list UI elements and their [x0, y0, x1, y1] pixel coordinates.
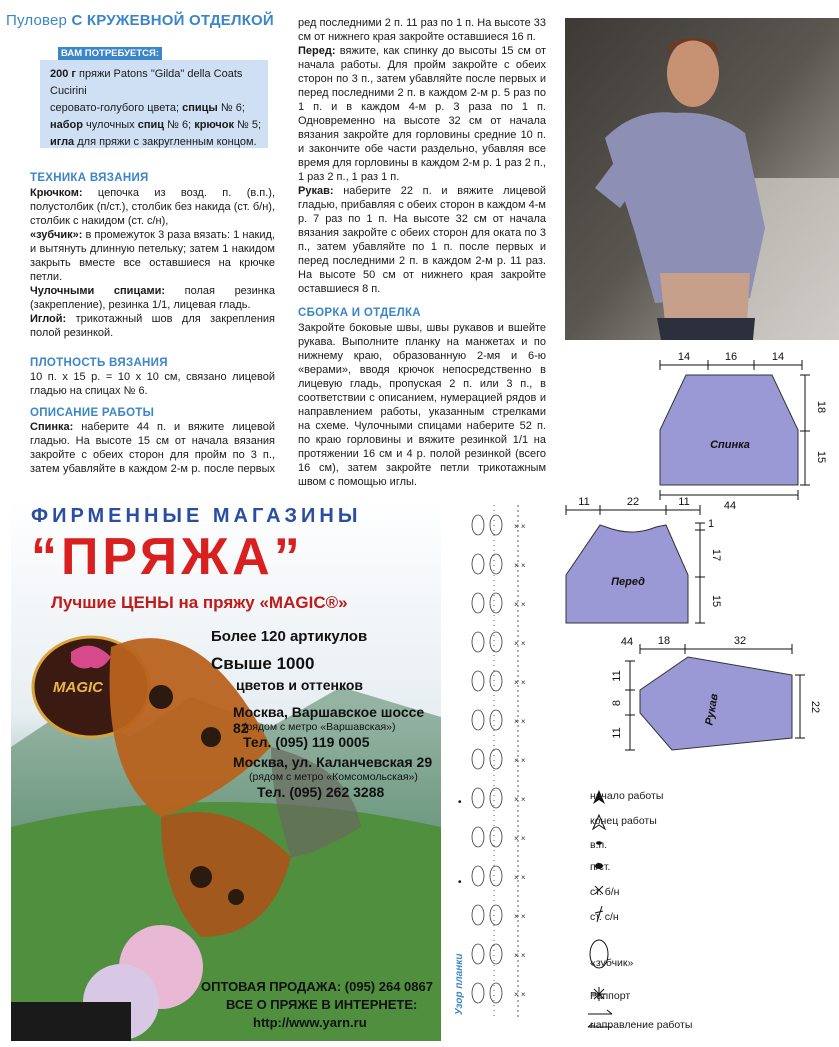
svg-text:14: 14 — [771, 351, 785, 363]
technique-heading: ТЕХНИКА ВЯЗАНИЯ — [30, 172, 149, 184]
ad-addr1-note: (рядом с метро «Варшавская») — [243, 721, 396, 733]
svg-text:11: 11 — [611, 670, 623, 682]
legend-item: направление работы — [590, 1019, 693, 1031]
ad-addr1: Москва, Варшавское шоссе 82 — [233, 704, 425, 736]
picot-mark — [490, 593, 502, 613]
legend-item: начало работы — [590, 790, 664, 802]
cross-mark: × × — [514, 678, 526, 687]
cross-mark: × × — [514, 873, 526, 882]
picot-mark — [490, 671, 502, 691]
svg-text:8: 8 — [611, 699, 623, 707]
title-main: С КРУЖЕВНОЙ ОТДЕЛКОЙ — [71, 12, 274, 29]
legend-item: конец работы — [590, 815, 657, 827]
picot-mark — [472, 983, 484, 1003]
legend-item: в.п. — [590, 839, 608, 851]
picot-mark — [490, 515, 502, 535]
ad-count2a: Свыше 1000 — [211, 654, 315, 673]
ad-addr2-note: (рядом с метро «Комсомольская») — [249, 771, 418, 783]
ad-addr2: Москва, ул. Каланчевская 29 — [233, 754, 433, 770]
svg-text:44: 44 — [620, 636, 634, 648]
legend-item: ст. с/н — [590, 911, 619, 923]
svg-text:1: 1 — [707, 518, 715, 530]
svg-text:44: 44 — [723, 500, 737, 512]
picot-mark — [472, 944, 484, 964]
picot-mark — [472, 671, 484, 691]
legend-item: ст. б/н — [590, 886, 620, 898]
ad-count1: Более 120 артикулов — [211, 628, 368, 645]
svg-text:15: 15 — [815, 450, 827, 464]
svg-text:11: 11 — [678, 496, 690, 508]
technique-text: Крючком: цепочка из возд. п. (в.п.), полустолбик (п/ст.), столбик без накида (ст. б/н), столбик с накидом (ст. с/н), «зубчик»: в промежуток 3 раза вязать: 1 накид, и вытянуть длинную петельку; затем 1 накидом закрыть вместе все оставшиеся на крючке петли. Чулочными спицами: полая резинка (закрепление), резинка 1/1, лицевая гладь. Иглой: трикотажный шов для закрепления полой резинкой. — [30, 187, 275, 339]
ad-logo-text: MAGIC — [53, 679, 103, 696]
svg-text:Рукав: Рукав — [703, 692, 721, 727]
svg-text:Перед: Перед — [611, 576, 645, 588]
cross-mark: × × — [514, 522, 526, 531]
picot-mark — [472, 866, 484, 886]
ad-internet: ВСЕ О ПРЯЖЕ В ИНТЕРНЕТЕ: — [226, 997, 418, 1012]
svg-text:32: 32 — [733, 635, 747, 647]
model-photo — [565, 18, 839, 340]
picot-mark — [472, 515, 484, 535]
ad-slogan: Лучшие ЦЕНЫ на пряжу «MAGIC®» — [51, 593, 348, 612]
ad-url: http://www.yarn.ru — [253, 1015, 367, 1030]
svg-text:15: 15 — [710, 594, 722, 608]
cross-mark: × × — [514, 990, 526, 999]
picot-mark — [472, 749, 484, 769]
picot-mark — [490, 905, 502, 925]
cross-mark: × × — [514, 561, 526, 570]
picot-mark — [472, 905, 484, 925]
cross-mark: × × — [514, 834, 526, 843]
title-prefix: Пуловер — [6, 12, 68, 29]
cross-mark: × × — [514, 600, 526, 609]
cross-mark: × × — [514, 639, 526, 648]
ad-top: ФИРМЕННЫЕ МАГАЗИНЫ — [31, 505, 362, 527]
gauge-text: 10 п. х 15 р. = 10 х 10 см, связано лицевой гладью на спицах № 6. — [30, 371, 275, 397]
cross-mark: × × — [514, 951, 526, 960]
picot-mark — [472, 710, 484, 730]
edging-label: Узор планки — [454, 953, 465, 1015]
middle-column-text: ред последними 2 п. 11 раз по 1 п. На высоте 33 см от нижнего края закройте оставшиеся 16 п. Перед: вяжите, как спинку до высоты 15 см от начала работы. Для пройм закройте с обеих сторон по 3 п., затем убавляйте после первых и перед последними 2 п. в каждом 2-м р. 5 раз по 1 п. и в каждом 4-м р. 3 раза по 1 п. Одновременно на высоте 32 см от начала вязания закройте для горловины средние 10 п. и закончите обе части раздельно, убавляя все время для горловины в каждом 2-м р. 1 раз 2 п., 1 раз 2 п., 1 раз 1 п. Рукав: наберите 22 п. и вяжите лицевой гладью, прибавляя с обеих сторон в каждом 4-м р. 7 раз по 1 п. На высоте 32 см от начала вязания закройте с обеих сторон для оката по 3 п., затем убавляйте по 1 п. после первых и перед последними 2 п. в каждом 2-м р. 11 раз. На высоте 50 см от нижнего края закройте оставшиеся 8 п. — [298, 17, 546, 295]
ad-brand: “ПРЯЖА” — [31, 528, 304, 586]
materials-text: 200 г пряжи Patons "Gilda" della Coats Cucirini серовато-голубого цвета; спицы № 6; набор чулочных спиц № 6; крючок № 5; игла для пряжи с закругленным концом. — [50, 68, 262, 148]
cross-mark: × × — [514, 795, 526, 804]
picot-mark — [490, 944, 502, 964]
ad-tel2: Тел. (095) 262 3288 — [257, 784, 385, 800]
back-text: Спинка: наберите 44 п. и вяжите лицевой гладью. На высоте 15 см от начала вязания закройте с обеих сторон для пройм по 3 п., затем убавляйте в каждом 2-м р. после первых — [30, 421, 275, 475]
picot-mark — [490, 983, 502, 1003]
cross-mark: × × — [514, 912, 526, 921]
schemas-diagram — [560, 345, 839, 765]
picot-mark — [472, 593, 484, 613]
ad-tel1: Тел. (095) 119 0005 — [243, 734, 370, 750]
picot-mark — [490, 710, 502, 730]
svg-text:14: 14 — [677, 351, 691, 363]
back-schema — [660, 351, 827, 512]
picot-mark — [490, 788, 502, 808]
svg-text:18: 18 — [657, 635, 671, 647]
sleeve-schema — [611, 635, 821, 750]
svg-text:11: 11 — [578, 496, 590, 508]
materials-tag: ВАМ ПОТРЕБУЕТСЯ: — [58, 47, 162, 60]
picot-mark — [490, 554, 502, 574]
svg-text:18: 18 — [815, 400, 827, 414]
edging-pattern-chart — [448, 500, 558, 1045]
row-marker: • — [458, 877, 462, 888]
picot-mark — [490, 827, 502, 847]
description-heading: ОПИСАНИЕ РАБОТЫ — [30, 407, 155, 419]
assembly-heading: СБОРКА И ОТДЕЛКА — [298, 307, 421, 319]
picot-mark — [472, 554, 484, 574]
yarn-store-ad — [11, 497, 441, 1041]
gauge-heading: ПЛОТНОСТЬ ВЯЗАНИЯ — [30, 357, 168, 369]
legend-item: «зубчик» — [590, 957, 634, 969]
back-text-cont: ред последними 2 п. 11 раз по 1 п. На высоте 33 см от нижнего края закройте оставшиеся 16 п. — [298, 17, 546, 43]
svg-text:17: 17 — [710, 548, 722, 562]
cross-mark: × × — [514, 717, 526, 726]
svg-text:22: 22 — [626, 496, 640, 508]
picot-mark — [472, 632, 484, 652]
legend-item: п/ст. — [590, 861, 611, 873]
legend-item: Раппорт — [590, 990, 631, 1002]
svg-text:16: 16 — [724, 351, 738, 363]
ad-wholesale: ОПТОВАЯ ПРОДАЖА: (095) 264 0867 — [201, 979, 433, 994]
ad-count2b: цветов и оттенков — [236, 677, 363, 693]
svg-text:Спинка: Спинка — [710, 439, 750, 451]
picot-mark — [472, 827, 484, 847]
picot-mark — [490, 632, 502, 652]
cross-mark: × × — [514, 756, 526, 765]
edging-marks — [472, 515, 526, 1003]
picot-mark — [490, 866, 502, 886]
page-title — [6, 12, 274, 29]
assembly-text: Закройте боковые швы, швы рукавов и вшейте рукава. Выполните планку на манжетах и по нижнему краю, образованную 2-мя и 6-ю «верами», вводя крючок непосредственно в лицевую гладь, пропуская 2 п. или 3 п., в соответствии с описанием, нумерацией рядов и направлением работы, указанным стрелками на схеме. Чулочными спицами наберите 52 п. по краю горловины и вяжите резинкой 1/1 на протяжении 16 см и 4 р. полой резинкой (всего 16 см), затем закройте петли трикотажным швом с помощью иглы. — [298, 322, 546, 488]
picot-mark — [472, 788, 484, 808]
row-marker: • — [458, 797, 462, 808]
picot-mark — [490, 749, 502, 769]
svg-text:22: 22 — [809, 700, 821, 714]
svg-text:11: 11 — [611, 727, 623, 739]
front-schema — [566, 496, 722, 648]
